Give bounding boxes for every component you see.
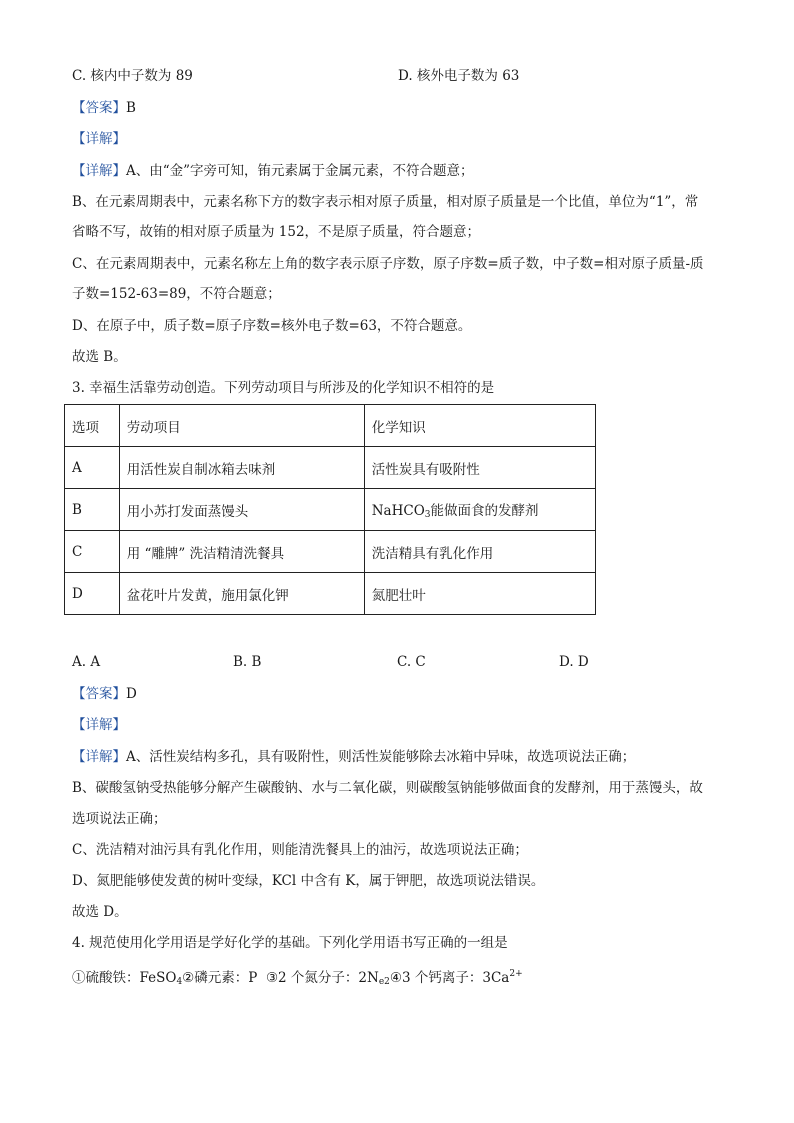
question-4-stem: 4. 规范使用化学用语是学好化学的基础。下列化学用语书写正确的一组是	[72, 935, 508, 951]
table-cell: 用小苏打发面蒸馒头	[119, 489, 364, 531]
table-header: 化学知识	[364, 405, 595, 447]
detail-line: C、洗洁精对油污具有乳化作用，则能清洗餐具上的油污，故选项说法正确；	[72, 842, 528, 858]
question-4-items	[72, 964, 523, 992]
table-cell: B	[65, 489, 120, 531]
detail-label: 【详解】	[72, 717, 126, 733]
answer-line	[72, 684, 137, 704]
table-cell: C	[65, 531, 120, 573]
detail-line	[72, 161, 474, 181]
table-cell: 用活性炭自制冰箱去味剂	[119, 447, 364, 489]
answer-value: B	[126, 100, 136, 116]
item-2: ②磷元素：P	[182, 970, 258, 986]
table-row	[65, 447, 596, 489]
detail-text: A、由“金”字旁可知，铕元素属于金属元素，不符合题意；	[126, 163, 474, 179]
question-3-stem: 3. 幸福生活靠劳动创造。下列劳动项目与所涉及的化学知识不相符的是	[72, 380, 495, 396]
table-cell: 活性炭具有吸附性	[364, 447, 595, 489]
detail-line	[72, 747, 635, 767]
detail-line: 故选 B。	[72, 349, 127, 365]
answer-value: D	[126, 686, 137, 702]
detail-label: 【详解】	[72, 131, 126, 147]
option-d: D. 核外电子数为 63	[398, 68, 520, 84]
table-row	[65, 573, 596, 615]
option-c: C. C	[397, 654, 426, 670]
table-header: 选项	[65, 405, 120, 447]
cell-text: 能做面食的发酵剂	[430, 503, 539, 519]
formula: NaHCO	[371, 503, 425, 519]
table-header-row	[65, 405, 596, 447]
table-cell: 洗洁精具有乳化作用	[364, 531, 595, 573]
detail-line: 省略不写，故铕的相对原子质量为 152，不是原子质量，符合题意；	[72, 224, 481, 240]
item-1-subscript: 4	[176, 977, 183, 987]
table-cell	[364, 489, 595, 531]
table-cell: D	[65, 573, 120, 615]
table-cell: 氮肥壮叶	[364, 573, 595, 615]
detail-tag: 【详解】	[72, 749, 126, 765]
detail-line: B、碳酸氢钠受热能够分解产生碳酸钠、水与二氧化碳，则碳酸氢钠能够做面食的发酵剂，用于蒸馒头，故	[72, 780, 703, 796]
answer-line	[72, 98, 136, 118]
option-c: C. 核内中子数为 89	[72, 68, 193, 84]
option-a: A. A	[72, 654, 101, 670]
table-cell: 用 “雕牌” 洗洁精清洗餐具	[119, 531, 364, 573]
item-3: ③2 个氮分子：2N	[265, 970, 379, 986]
answer-label: 【答案】	[72, 100, 126, 116]
item-4-superscript: 2+	[509, 969, 523, 979]
option-b: B. B	[233, 654, 262, 670]
table-row	[65, 489, 596, 531]
item-1: ①硫酸铁：FeSO	[72, 970, 177, 986]
item-4: ④3 个钙离子：3Ca	[389, 970, 510, 986]
option-d: D. D	[559, 654, 589, 670]
answer-label: 【答案】	[72, 686, 126, 702]
detail-line: D、在原子中，质子数=原子序数=核外电子数=63，不符合题意。	[72, 318, 472, 334]
detail-line: 子数=152-63=89，不符合题意；	[72, 286, 281, 302]
table-row	[65, 531, 596, 573]
table-cell: A	[65, 447, 120, 489]
item-3-subscript: e2	[378, 977, 390, 987]
table-header: 劳动项目	[119, 405, 364, 447]
detail-line: B、在元素周期表中，元素名称下方的数字表示相对原子质量，相对原子质量是一个比值，单位为“1”，常	[72, 194, 699, 210]
detail-tag: 【详解】	[72, 163, 126, 179]
detail-line: 选项说法正确；	[72, 811, 167, 827]
detail-text: A、活性炭结构多孔，具有吸附性，则活性炭能够除去冰箱中异味，故选项说法正确；	[126, 749, 636, 765]
formula-subscript: 3	[424, 510, 431, 520]
table-cell: 盆花叶片发黄，施用氯化钾	[119, 573, 364, 615]
question-3-table	[64, 404, 596, 615]
detail-line: D、氮肥能够使发黄的树叶变绿，KCl 中含有 K，属于钾肥，故选项说法错误。	[72, 873, 545, 889]
detail-line: C、在元素周期表中，元素名称左上角的数字表示原子序数，原子序数=质子数，中子数=相对原子质量-质	[72, 256, 704, 272]
detail-line: 故选 D。	[72, 904, 128, 920]
